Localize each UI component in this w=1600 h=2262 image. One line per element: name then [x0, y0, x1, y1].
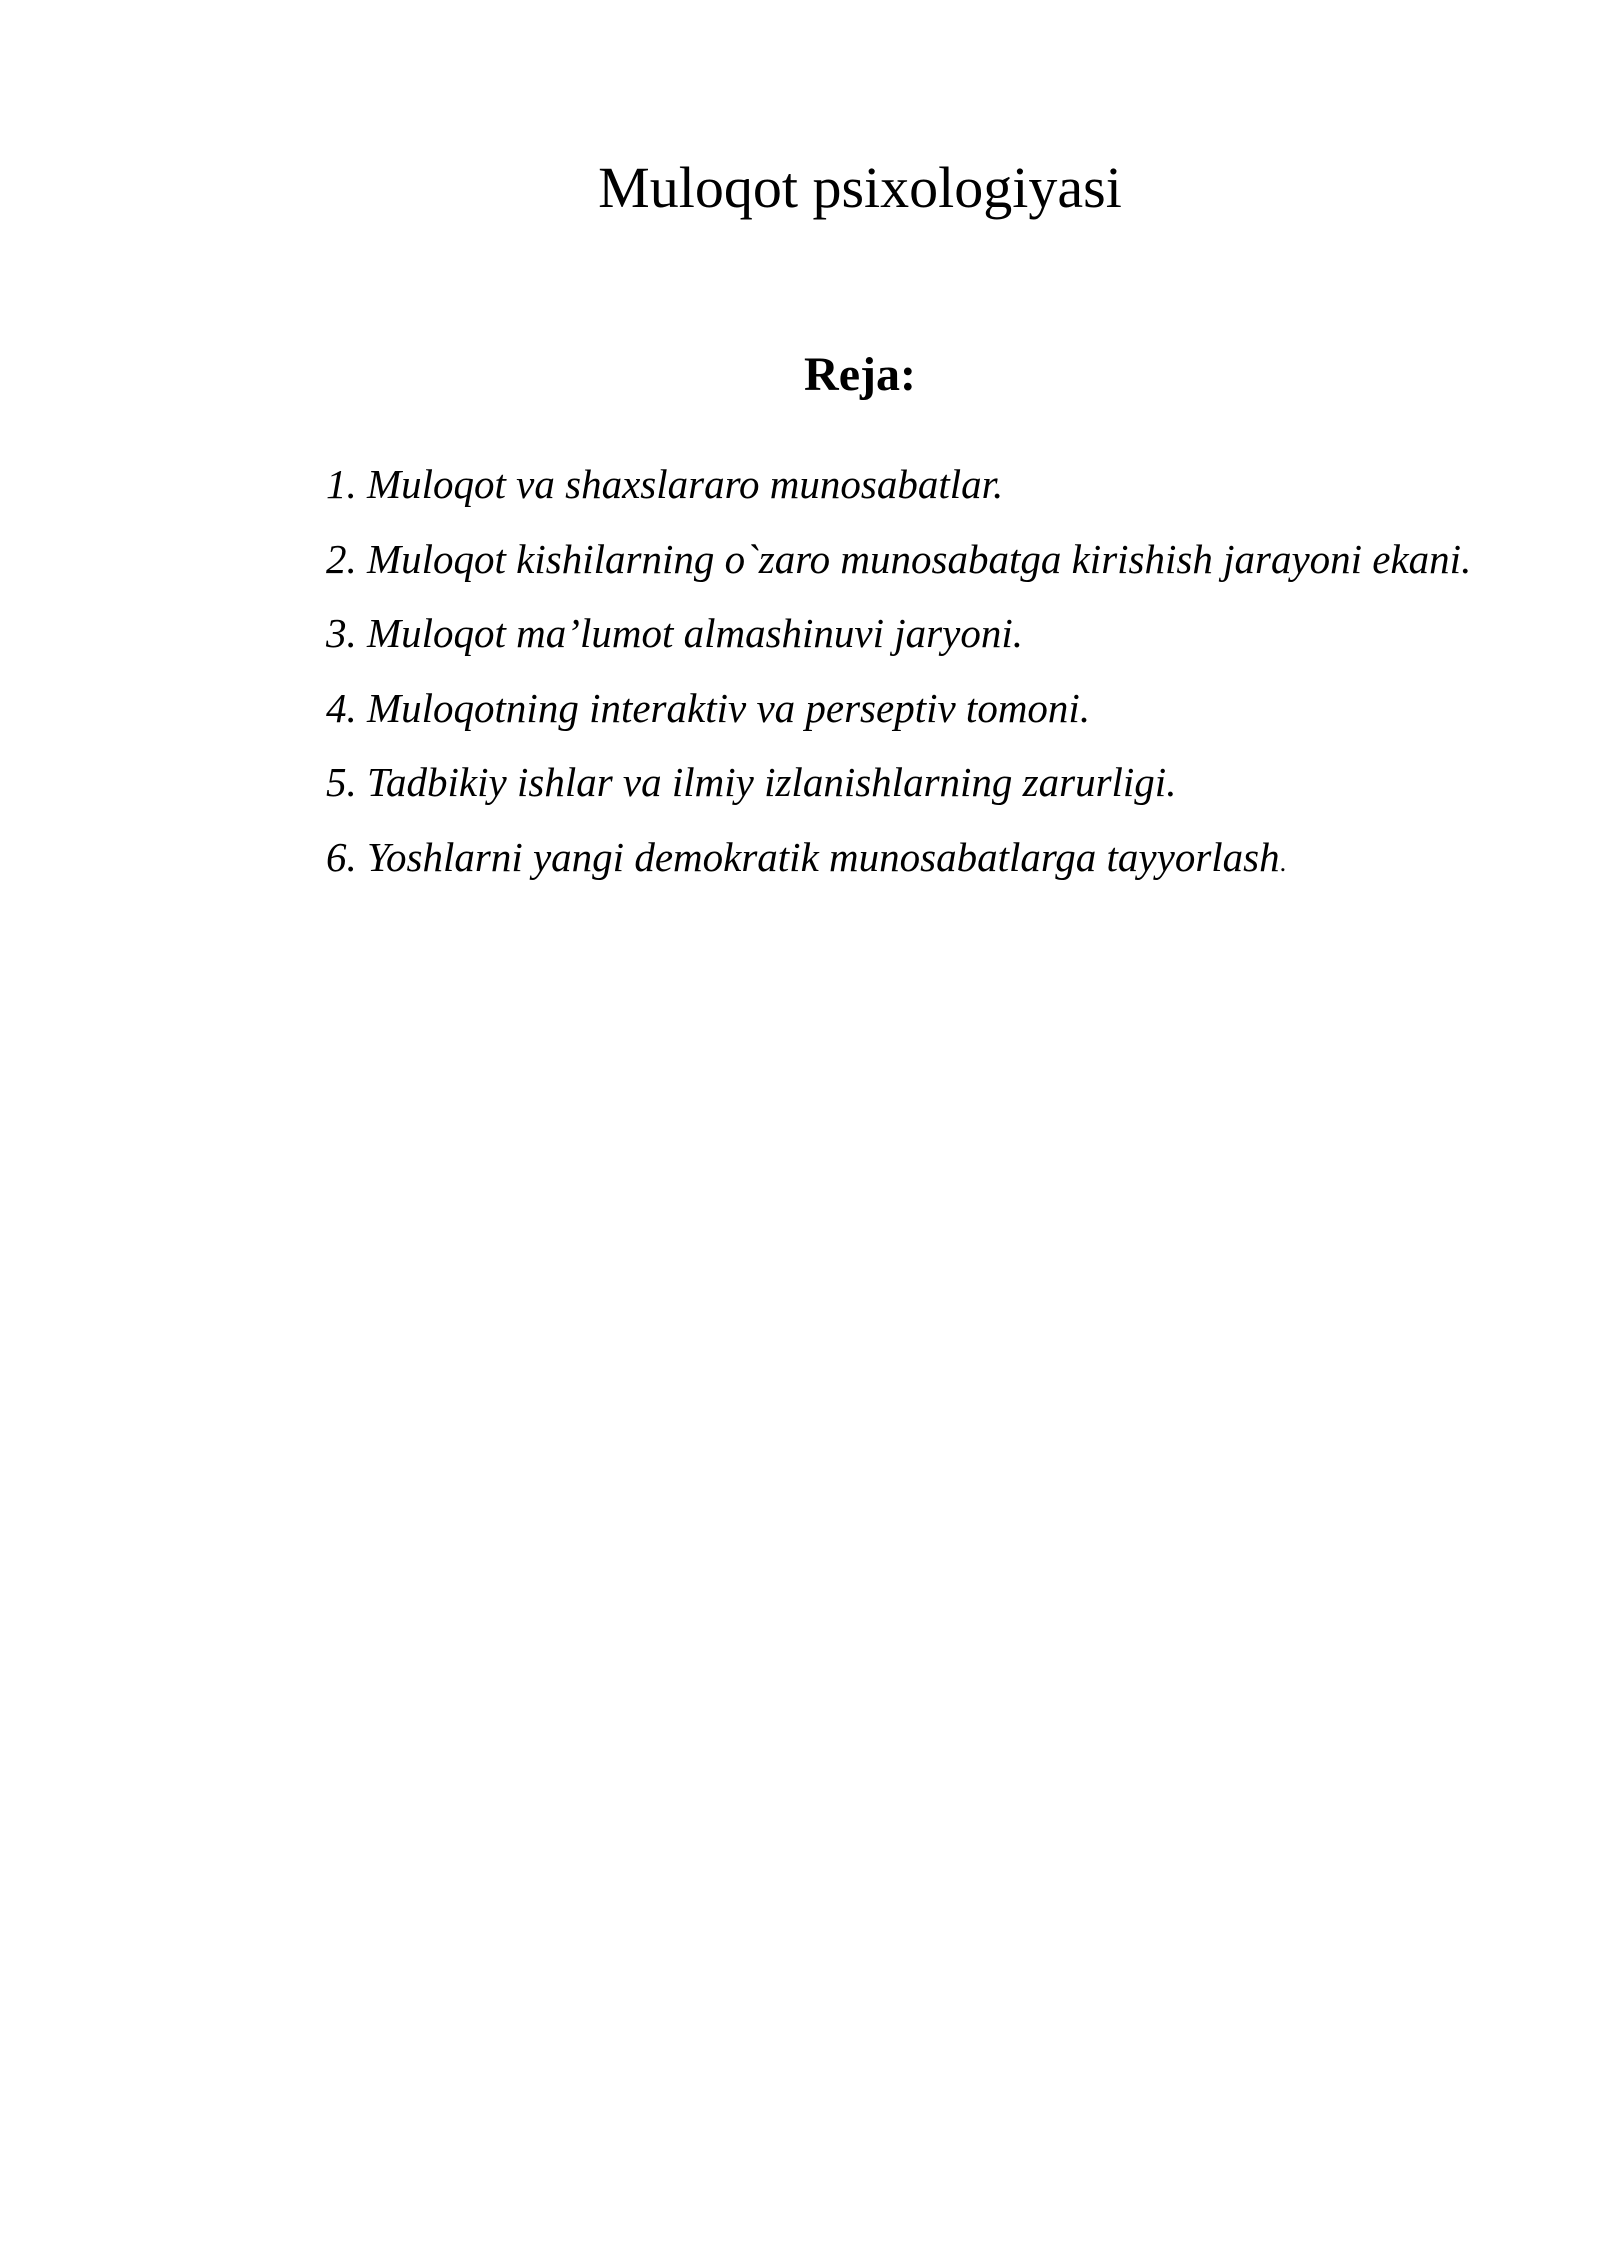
plan-heading: Reja:	[804, 348, 916, 401]
plan-item-2: 2. Muloqot kishilarning o`zaro munosabatga kirishish jarayoni ekani.	[326, 535, 1472, 582]
plan-item-5: 5. Tadbikiy ishlar va ilmiy izlanishlarning zarurligi.	[326, 759, 1177, 805]
plan-item-6	[326, 820, 1486, 901]
plan-item-1: 1. Muloqot va shaxslararo munosabatlar.	[326, 461, 1004, 507]
plan-item-3: 3. Muloqot ma’lumot almashinuvi jaryoni.	[326, 610, 1023, 656]
plan-item-4: 4. Muloqotning interaktiv va perseptiv tomoni.	[326, 684, 1091, 731]
plan-list	[326, 447, 1486, 900]
plan-item-6-text: 6. Yoshlarni yangi demokratik munosabatlarga tayyorlash	[326, 833, 1280, 880]
page-title: Muloqot psixologiyasi	[598, 155, 1122, 220]
plan-item-6-period: .	[1279, 847, 1287, 877]
